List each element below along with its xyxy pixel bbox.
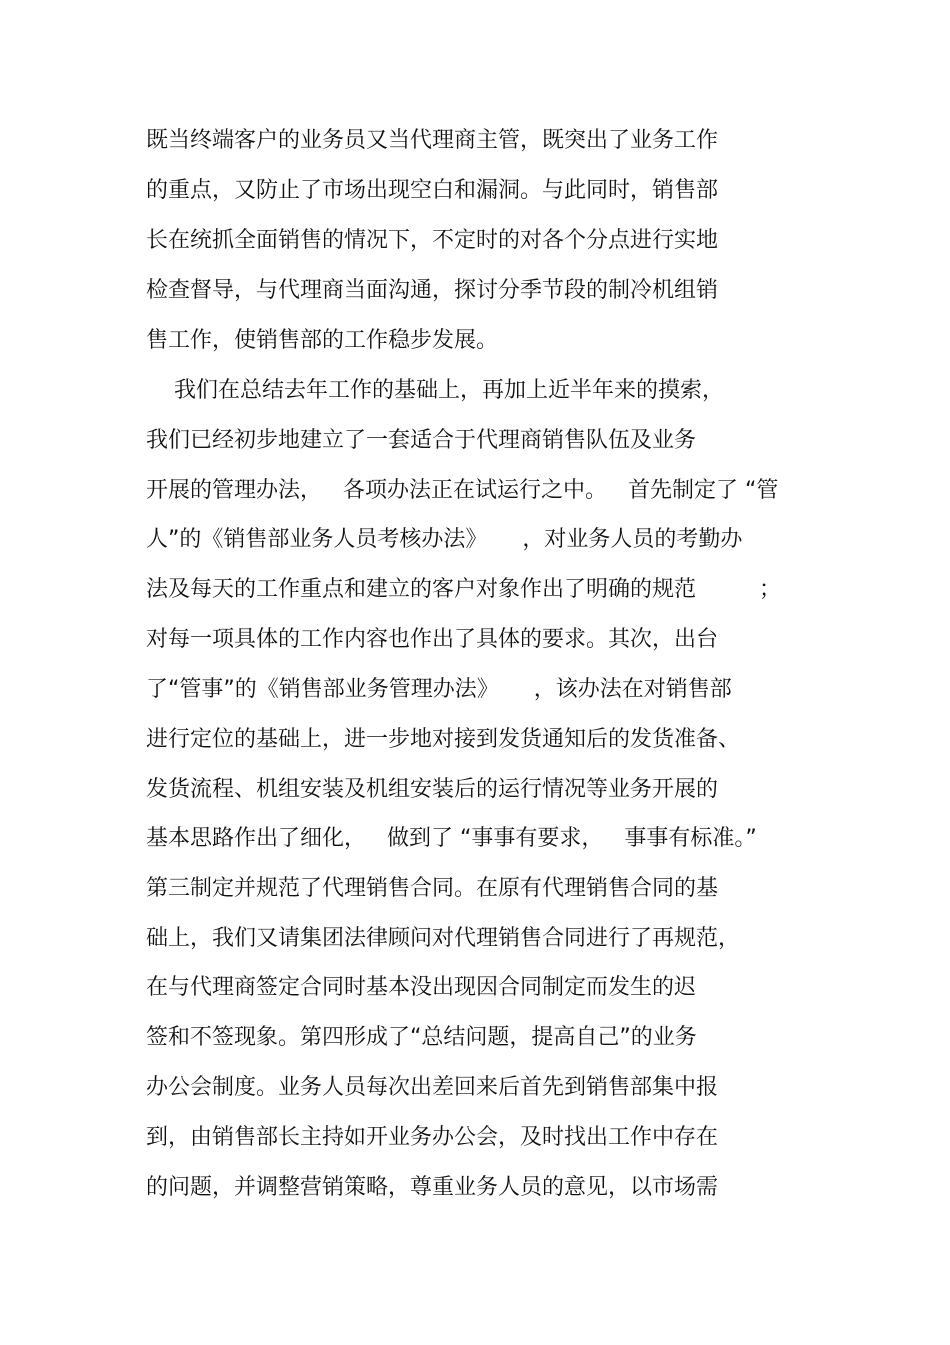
- text-line: 签和不签现象。第四形成了“总结问题，提高自己”的业务: [146, 1025, 697, 1050]
- text-line: 的问题，并调整营销策略，尊重业务人员的意见，以市场需: [146, 1175, 719, 1200]
- text-line: 办公会制度。业务人员每次出差回来后首先到销售部集中报: [146, 1075, 719, 1100]
- text-line: 检查督导，与代理商当面沟通，探讨分季节段的制冷机组销: [146, 278, 719, 303]
- text-line: 础上，我们又请集团法律顾问对代理销售合同进行了再规范，: [146, 926, 741, 951]
- text-line: 我们已经初步地建立了一套适合于代理商销售队伍及业务: [146, 428, 697, 453]
- text-line: 发货流程、机组安装及机组安装后的运行情况等业务开展的: [146, 777, 719, 802]
- text-line: 售工作，使销售部的工作稳步发展。: [146, 328, 499, 353]
- text-line: 对每一项具体的工作内容也作出了具体的要求。其次，出台: [146, 627, 719, 652]
- text-line: 既当终端客户的业务员又当代理商主管，既突出了业务工作: [146, 128, 719, 153]
- text-line: 到，由销售部长主持如开业务办公会，及时找出工作中存在: [146, 1125, 719, 1150]
- text-line: 第三制定并规范了代理销售合同。在原有代理销售合同的基: [146, 876, 719, 901]
- text-line: 了“管事”的《销售部业务管理办法》 ，该办法在对销售部: [146, 677, 732, 702]
- text-line: 开展的管理办法， 各项办法正在试运行之中。 首先制定了 “管: [146, 478, 779, 503]
- text-line: 基本思路作出了细化， 做到了 “事事有要求， 事事有标准。”: [146, 826, 757, 851]
- text-line: 的重点，又防止了市场出现空白和漏洞。与此同时，销售部: [146, 178, 719, 203]
- text-line: 法及每天的工作重点和建立的客户对象作出了明确的规范 ；: [146, 577, 781, 602]
- text-line: 进行定位的基础上，进一步地对接到发货通知后的发货准备、: [146, 727, 741, 752]
- text-line: 我们在总结去年工作的基础上，再加上近半年来的摸索，: [146, 378, 724, 403]
- text-line: 在与代理商签定合同时基本没出现因合同制定而发生的迟: [146, 975, 697, 1000]
- text-line: 长在统抓全面销售的情况下，不定时的对各个分点进行实地: [146, 228, 719, 253]
- text-line: 人”的《销售部业务人员考核办法》 ，对业务人员的考勤办: [146, 527, 743, 552]
